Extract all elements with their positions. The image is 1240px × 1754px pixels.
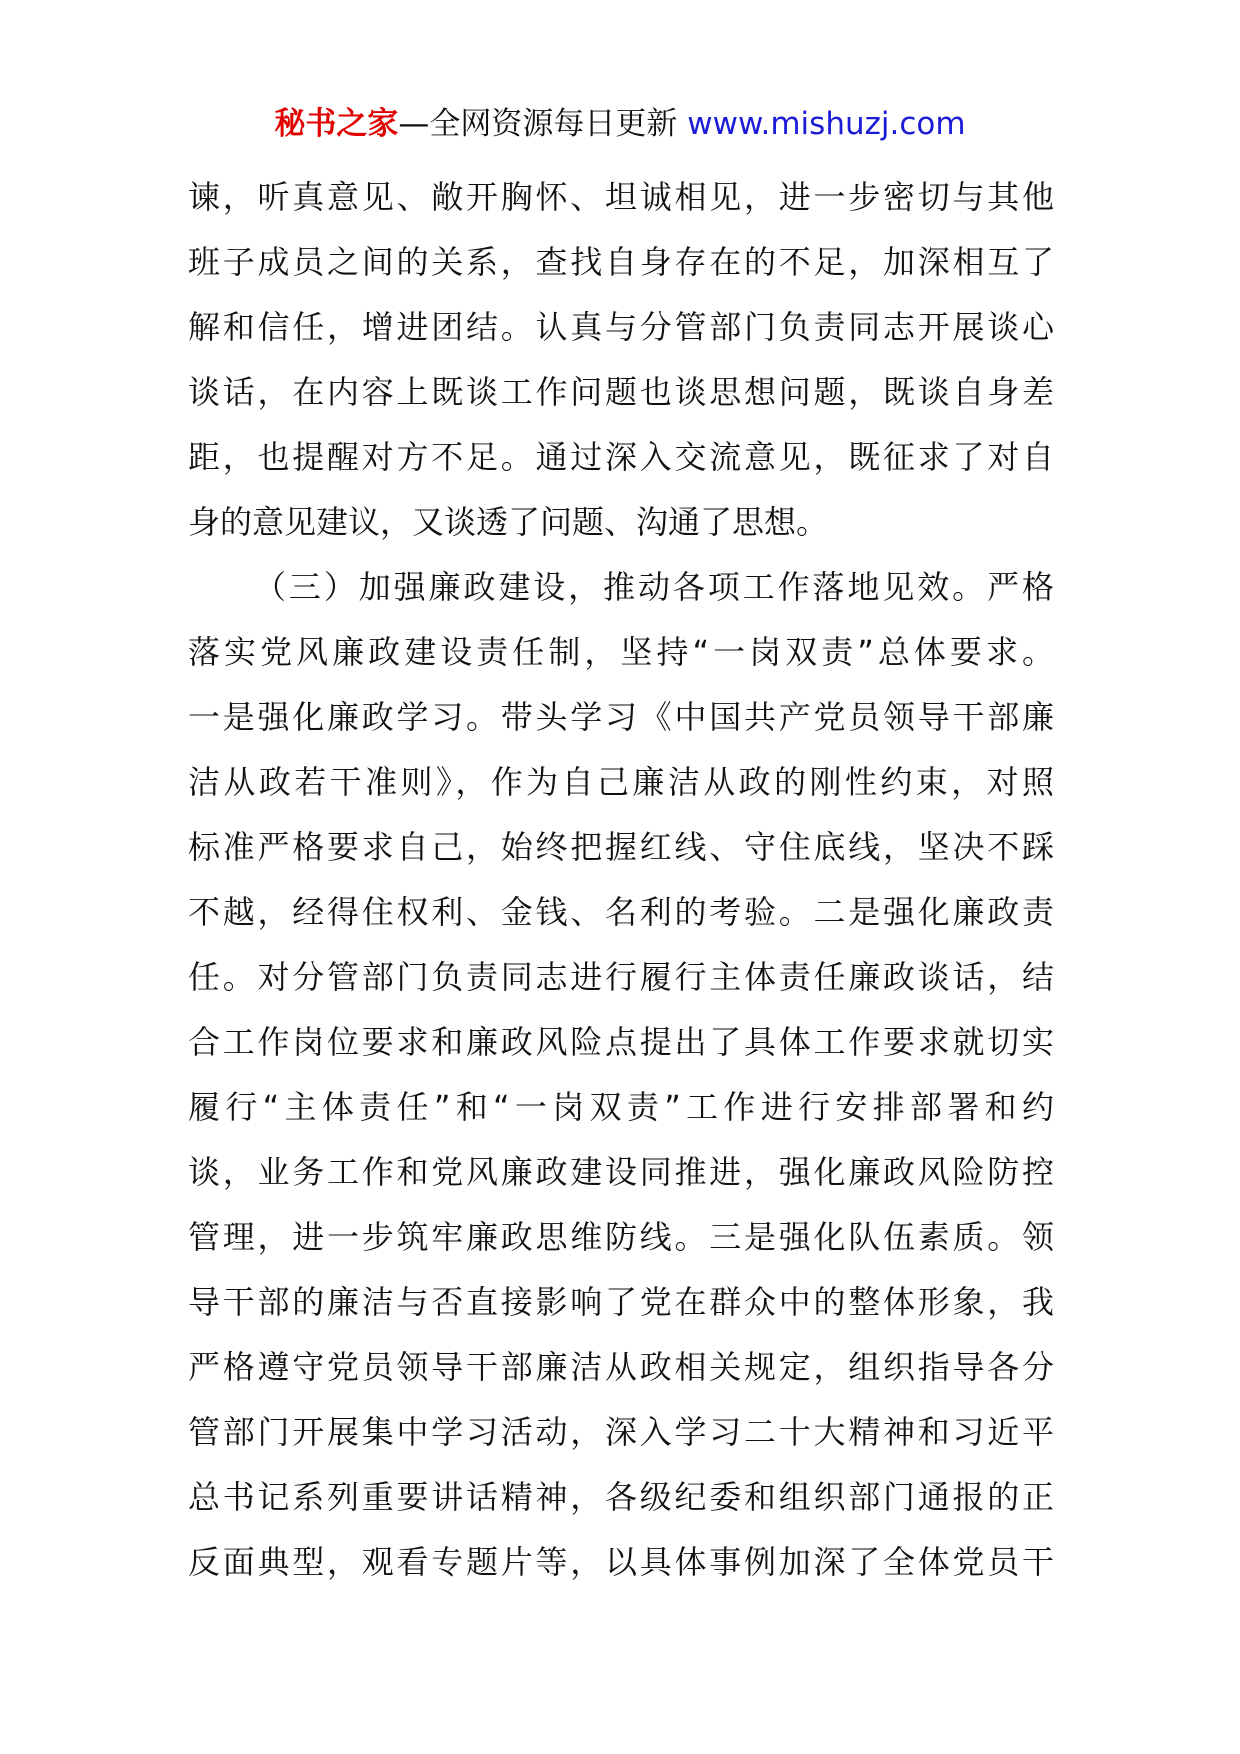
text-line: 谈话，在内容上既谈工作问题也谈思想问题，既谈自身差 bbox=[188, 373, 1054, 411]
header-url[interactable]: www.mishuzj.com bbox=[687, 106, 966, 142]
text-line: 解和信任，增进团结。认真与分管部门负责同志开展谈心 bbox=[188, 308, 1054, 346]
text-line: 严格遵守党员领导干部廉洁从政相关规定，组织指导各分 bbox=[188, 1348, 1054, 1386]
header-tagline: —全网资源每日更新 bbox=[398, 106, 678, 142]
text-line: 任。对分管部门负责同志进行履行主体责任廉政谈话，结 bbox=[188, 958, 1054, 996]
text-line: 不越，经得住权利、金钱、名利的考验。二是强化廉政责 bbox=[188, 893, 1054, 931]
text-line: 谏，听真意见、敞开胸怀、坦诚相见，进一步密切与其他 bbox=[188, 178, 1054, 216]
text-line: 班子成员之间的关系，查找自身存在的不足，加深相互了 bbox=[188, 243, 1054, 281]
text-line: 落实党风廉政建设责任制，坚持“一岗双责”总体要求。 bbox=[188, 633, 1054, 671]
text-line: （三）加强廉政建设，推动各项工作落地见效。严格 bbox=[254, 568, 1054, 606]
text-line: 总书记系列重要讲话精神，各级纪委和组织部门通报的正 bbox=[188, 1478, 1054, 1516]
text-line: 谈，业务工作和党风廉政建设同推进，强化廉政风险防控 bbox=[188, 1153, 1054, 1191]
text-line: 管理，进一步筑牢廉政思维防线。三是强化队伍素质。领 bbox=[188, 1218, 1054, 1256]
text-line: 一是强化廉政学习。带头学习《中国共产党员领导干部廉 bbox=[188, 698, 1054, 736]
text-line: 导干部的廉洁与否直接影响了党在群众中的整体形象，我 bbox=[188, 1283, 1054, 1321]
header-brand: 秘书之家 bbox=[274, 106, 399, 142]
text-line: 管部门开展集中学习活动，深入学习二十大精神和习近平 bbox=[188, 1413, 1054, 1451]
text-line: 标准严格要求自己，始终把握红线、守住底线，坚决不踩 bbox=[188, 828, 1054, 866]
text-line: 合工作岗位要求和廉政风险点提出了具体工作要求就切实 bbox=[188, 1023, 1054, 1061]
text-line: 履行“主体责任”和“一岗双责”工作进行安排部署和约 bbox=[188, 1088, 1054, 1126]
text-line: 身的意见建议，又谈透了问题、沟通了思想。 bbox=[188, 503, 829, 541]
text-line: 反面典型，观看专题片等，以具体事例加深了全体党员干 bbox=[188, 1543, 1054, 1581]
watermark-header bbox=[0, 102, 1240, 146]
text-line: 距，也提醒对方不足。通过深入交流意见，既征求了对自 bbox=[188, 438, 1054, 476]
body-text bbox=[188, 165, 1054, 1595]
text-line: 洁从政若干准则》，作为自己廉洁从政的刚性约束，对照 bbox=[188, 763, 1054, 801]
